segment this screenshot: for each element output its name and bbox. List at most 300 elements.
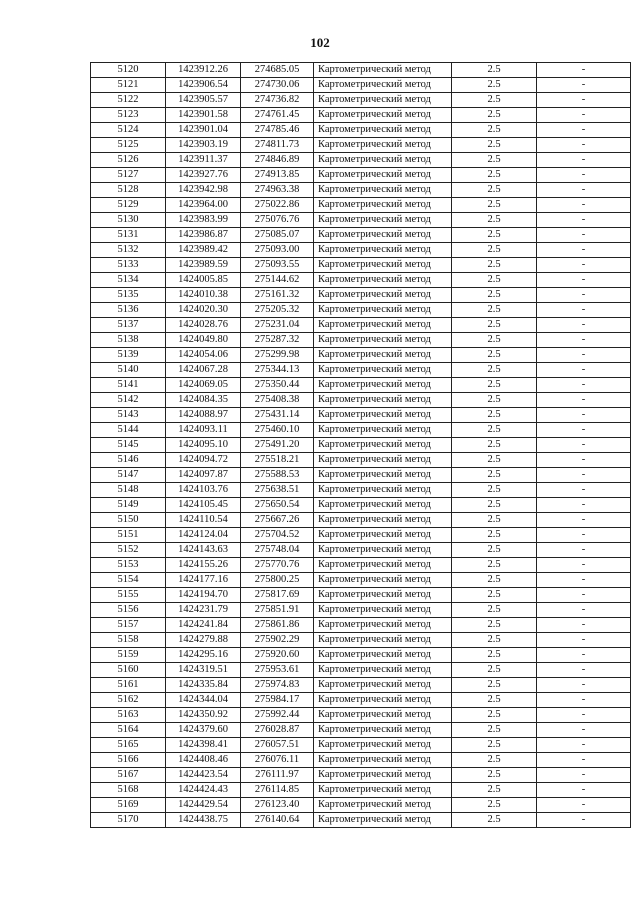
point-number-cell: 5121 — [91, 78, 166, 93]
table-row — [91, 393, 631, 408]
point-number-cell: 5125 — [91, 138, 166, 153]
description-cell: - — [537, 258, 631, 273]
x-coordinate-cell: 1424103.76 — [166, 483, 241, 498]
table-row — [91, 288, 631, 303]
y-coordinate-cell: 274963.38 — [241, 183, 314, 198]
point-number-cell: 5170 — [91, 813, 166, 828]
description-cell: - — [537, 498, 631, 513]
table-row — [91, 153, 631, 168]
page-number: 102 — [310, 35, 330, 50]
accuracy-cell: 2.5 — [452, 588, 537, 603]
x-coordinate-cell: 1424049.80 — [166, 333, 241, 348]
x-coordinate-cell: 1424408.46 — [166, 753, 241, 768]
method-cell: Картометрический метод — [314, 738, 452, 753]
y-coordinate-cell: 275704.52 — [241, 528, 314, 543]
x-coordinate-cell: 1424094.72 — [166, 453, 241, 468]
accuracy-cell: 2.5 — [452, 693, 537, 708]
point-number-cell: 5162 — [91, 693, 166, 708]
accuracy-cell: 2.5 — [452, 558, 537, 573]
description-cell: - — [537, 318, 631, 333]
point-number-cell: 5145 — [91, 438, 166, 453]
table-row — [91, 693, 631, 708]
accuracy-cell: 2.5 — [452, 138, 537, 153]
table-row — [91, 138, 631, 153]
table-row — [91, 93, 631, 108]
x-coordinate-cell: 1424319.51 — [166, 663, 241, 678]
point-number-cell: 5147 — [91, 468, 166, 483]
x-coordinate-cell: 1423964.00 — [166, 198, 241, 213]
table-row — [91, 513, 631, 528]
y-coordinate-cell: 275518.21 — [241, 453, 314, 468]
table-row — [91, 498, 631, 513]
method-cell: Картометрический метод — [314, 333, 452, 348]
point-number-cell: 5133 — [91, 258, 166, 273]
method-cell: Картометрический метод — [314, 588, 452, 603]
description-cell: - — [537, 633, 631, 648]
method-cell: Картометрический метод — [314, 273, 452, 288]
x-coordinate-cell: 1424124.04 — [166, 528, 241, 543]
method-cell: Картометрический метод — [314, 483, 452, 498]
point-number-cell: 5129 — [91, 198, 166, 213]
table-row — [91, 303, 631, 318]
point-number-cell: 5160 — [91, 663, 166, 678]
description-cell: - — [537, 468, 631, 483]
x-coordinate-cell: 1424010.38 — [166, 288, 241, 303]
point-number-cell: 5149 — [91, 498, 166, 513]
accuracy-cell: 2.5 — [452, 78, 537, 93]
description-cell: - — [537, 798, 631, 813]
method-cell: Картометрический метод — [314, 543, 452, 558]
point-number-cell: 5138 — [91, 333, 166, 348]
y-coordinate-cell: 276111.97 — [241, 768, 314, 783]
table-row — [91, 198, 631, 213]
method-cell: Картометрический метод — [314, 78, 452, 93]
x-coordinate-cell: 1423986.87 — [166, 228, 241, 243]
x-coordinate-cell: 1424438.75 — [166, 813, 241, 828]
y-coordinate-cell: 275992.44 — [241, 708, 314, 723]
method-cell: Картометрический метод — [314, 768, 452, 783]
x-coordinate-cell: 1423903.19 — [166, 138, 241, 153]
y-coordinate-cell: 276123.40 — [241, 798, 314, 813]
x-coordinate-cell: 1424093.11 — [166, 423, 241, 438]
point-number-cell: 5122 — [91, 93, 166, 108]
x-coordinate-cell: 1424344.04 — [166, 693, 241, 708]
y-coordinate-cell: 275408.38 — [241, 393, 314, 408]
table-row — [91, 603, 631, 618]
x-coordinate-cell: 1424097.87 — [166, 468, 241, 483]
point-number-cell: 5168 — [91, 783, 166, 798]
description-cell: - — [537, 423, 631, 438]
accuracy-cell: 2.5 — [452, 288, 537, 303]
table-row — [91, 783, 631, 798]
method-cell: Картометрический метод — [314, 363, 452, 378]
description-cell: - — [537, 198, 631, 213]
y-coordinate-cell: 274846.89 — [241, 153, 314, 168]
accuracy-cell: 2.5 — [452, 783, 537, 798]
x-coordinate-cell: 1424020.30 — [166, 303, 241, 318]
table-row — [91, 63, 631, 78]
point-number-cell: 5158 — [91, 633, 166, 648]
table-row — [91, 78, 631, 93]
accuracy-cell: 2.5 — [452, 798, 537, 813]
method-cell: Картометрический метод — [314, 783, 452, 798]
point-number-cell: 5120 — [91, 63, 166, 78]
point-number-cell: 5123 — [91, 108, 166, 123]
point-number-cell: 5154 — [91, 573, 166, 588]
y-coordinate-cell: 274736.82 — [241, 93, 314, 108]
method-cell: Картометрический метод — [314, 198, 452, 213]
y-coordinate-cell: 275638.51 — [241, 483, 314, 498]
point-number-cell: 5130 — [91, 213, 166, 228]
accuracy-cell: 2.5 — [452, 63, 537, 78]
method-cell: Картометрический метод — [314, 708, 452, 723]
accuracy-cell: 2.5 — [452, 153, 537, 168]
method-cell: Картометрический метод — [314, 408, 452, 423]
description-cell: - — [537, 363, 631, 378]
description-cell: - — [537, 543, 631, 558]
y-coordinate-cell: 276076.11 — [241, 753, 314, 768]
point-number-cell: 5141 — [91, 378, 166, 393]
x-coordinate-cell: 1424398.41 — [166, 738, 241, 753]
table-row — [91, 453, 631, 468]
y-coordinate-cell: 275350.44 — [241, 378, 314, 393]
method-cell: Картометрический метод — [314, 618, 452, 633]
coordinates-table-body — [91, 63, 631, 828]
description-cell: - — [537, 168, 631, 183]
description-cell: - — [537, 453, 631, 468]
point-number-cell: 5163 — [91, 708, 166, 723]
accuracy-cell: 2.5 — [452, 513, 537, 528]
y-coordinate-cell: 275953.61 — [241, 663, 314, 678]
description-cell: - — [537, 243, 631, 258]
x-coordinate-cell: 1424095.10 — [166, 438, 241, 453]
description-cell: - — [537, 303, 631, 318]
method-cell: Картометрический метод — [314, 348, 452, 363]
point-number-cell: 5136 — [91, 303, 166, 318]
point-number-cell: 5159 — [91, 648, 166, 663]
table-row — [91, 723, 631, 738]
y-coordinate-cell: 276140.64 — [241, 813, 314, 828]
y-coordinate-cell: 275231.04 — [241, 318, 314, 333]
description-cell: - — [537, 483, 631, 498]
y-coordinate-cell: 275022.86 — [241, 198, 314, 213]
point-number-cell: 5143 — [91, 408, 166, 423]
method-cell: Картометрический метод — [314, 63, 452, 78]
point-number-cell: 5126 — [91, 153, 166, 168]
table-row — [91, 258, 631, 273]
accuracy-cell: 2.5 — [452, 378, 537, 393]
y-coordinate-cell: 274730.06 — [241, 78, 314, 93]
accuracy-cell: 2.5 — [452, 438, 537, 453]
method-cell: Картометрический метод — [314, 663, 452, 678]
x-coordinate-cell: 1423911.37 — [166, 153, 241, 168]
x-coordinate-cell: 1424005.85 — [166, 273, 241, 288]
y-coordinate-cell: 275093.00 — [241, 243, 314, 258]
table-row — [91, 423, 631, 438]
x-coordinate-cell: 1424429.54 — [166, 798, 241, 813]
description-cell: - — [537, 603, 631, 618]
table-row — [91, 753, 631, 768]
x-coordinate-cell: 1423901.58 — [166, 108, 241, 123]
accuracy-cell: 2.5 — [452, 363, 537, 378]
point-number-cell: 5164 — [91, 723, 166, 738]
y-coordinate-cell: 275800.25 — [241, 573, 314, 588]
table-row — [91, 528, 631, 543]
method-cell: Картометрический метод — [314, 453, 452, 468]
y-coordinate-cell: 275851.91 — [241, 603, 314, 618]
x-coordinate-cell: 1424110.54 — [166, 513, 241, 528]
x-coordinate-cell: 1423906.54 — [166, 78, 241, 93]
y-coordinate-cell: 275161.32 — [241, 288, 314, 303]
coordinates-table — [90, 62, 631, 828]
accuracy-cell: 2.5 — [452, 243, 537, 258]
description-cell: - — [537, 558, 631, 573]
description-cell: - — [537, 408, 631, 423]
y-coordinate-cell: 274811.73 — [241, 138, 314, 153]
y-coordinate-cell: 276028.87 — [241, 723, 314, 738]
point-number-cell: 5131 — [91, 228, 166, 243]
accuracy-cell: 2.5 — [452, 753, 537, 768]
table-row — [91, 438, 631, 453]
y-coordinate-cell: 275491.20 — [241, 438, 314, 453]
y-coordinate-cell: 274785.46 — [241, 123, 314, 138]
y-coordinate-cell: 275902.29 — [241, 633, 314, 648]
x-coordinate-cell: 1424241.84 — [166, 618, 241, 633]
description-cell: - — [537, 348, 631, 363]
description-cell: - — [537, 228, 631, 243]
y-coordinate-cell: 275920.60 — [241, 648, 314, 663]
method-cell: Картометрический метод — [314, 318, 452, 333]
y-coordinate-cell: 274761.45 — [241, 108, 314, 123]
accuracy-cell: 2.5 — [452, 603, 537, 618]
method-cell: Картометрический метод — [314, 573, 452, 588]
description-cell: - — [537, 93, 631, 108]
method-cell: Картометрический метод — [314, 123, 452, 138]
y-coordinate-cell: 275817.69 — [241, 588, 314, 603]
point-number-cell: 5151 — [91, 528, 166, 543]
table-row — [91, 738, 631, 753]
description-cell: - — [537, 288, 631, 303]
accuracy-cell: 2.5 — [452, 468, 537, 483]
accuracy-cell: 2.5 — [452, 738, 537, 753]
accuracy-cell: 2.5 — [452, 543, 537, 558]
x-coordinate-cell: 1423927.76 — [166, 168, 241, 183]
point-number-cell: 5165 — [91, 738, 166, 753]
table-row — [91, 633, 631, 648]
point-number-cell: 5137 — [91, 318, 166, 333]
method-cell: Картометрический метод — [314, 93, 452, 108]
x-coordinate-cell: 1424105.45 — [166, 498, 241, 513]
x-coordinate-cell: 1423905.57 — [166, 93, 241, 108]
table-row — [91, 333, 631, 348]
accuracy-cell: 2.5 — [452, 408, 537, 423]
method-cell: Картометрический метод — [314, 513, 452, 528]
description-cell: - — [537, 768, 631, 783]
y-coordinate-cell: 275431.14 — [241, 408, 314, 423]
point-number-cell: 5156 — [91, 603, 166, 618]
method-cell: Картометрический метод — [314, 753, 452, 768]
x-coordinate-cell: 1424067.28 — [166, 363, 241, 378]
method-cell: Картометрический метод — [314, 108, 452, 123]
accuracy-cell: 2.5 — [452, 813, 537, 828]
table-row — [91, 348, 631, 363]
method-cell: Картометрический метод — [314, 678, 452, 693]
y-coordinate-cell: 275076.76 — [241, 213, 314, 228]
y-coordinate-cell: 275299.98 — [241, 348, 314, 363]
x-coordinate-cell: 1424424.43 — [166, 783, 241, 798]
x-coordinate-cell: 1424088.97 — [166, 408, 241, 423]
description-cell: - — [537, 573, 631, 588]
y-coordinate-cell: 275344.13 — [241, 363, 314, 378]
point-number-cell: 5139 — [91, 348, 166, 363]
x-coordinate-cell: 1424084.35 — [166, 393, 241, 408]
x-coordinate-cell: 1423989.59 — [166, 258, 241, 273]
description-cell: - — [537, 678, 631, 693]
x-coordinate-cell: 1423912.26 — [166, 63, 241, 78]
x-coordinate-cell: 1424194.70 — [166, 588, 241, 603]
method-cell: Картометрический метод — [314, 378, 452, 393]
description-cell: - — [537, 378, 631, 393]
table-row — [91, 768, 631, 783]
x-coordinate-cell: 1424335.84 — [166, 678, 241, 693]
method-cell: Картометрический метод — [314, 468, 452, 483]
accuracy-cell: 2.5 — [452, 318, 537, 333]
y-coordinate-cell: 275085.07 — [241, 228, 314, 243]
accuracy-cell: 2.5 — [452, 198, 537, 213]
accuracy-cell: 2.5 — [452, 723, 537, 738]
x-coordinate-cell: 1424295.16 — [166, 648, 241, 663]
x-coordinate-cell: 1424350.92 — [166, 708, 241, 723]
accuracy-cell: 2.5 — [452, 633, 537, 648]
description-cell: - — [537, 153, 631, 168]
accuracy-cell: 2.5 — [452, 678, 537, 693]
point-number-cell: 5135 — [91, 288, 166, 303]
table-row — [91, 558, 631, 573]
point-number-cell: 5150 — [91, 513, 166, 528]
accuracy-cell: 2.5 — [452, 528, 537, 543]
description-cell: - — [537, 108, 631, 123]
table-row — [91, 483, 631, 498]
point-number-cell: 5140 — [91, 363, 166, 378]
point-number-cell: 5169 — [91, 798, 166, 813]
point-number-cell: 5128 — [91, 183, 166, 198]
description-cell: - — [537, 513, 631, 528]
y-coordinate-cell: 275144.62 — [241, 273, 314, 288]
y-coordinate-cell: 275667.26 — [241, 513, 314, 528]
method-cell: Картометрический метод — [314, 693, 452, 708]
accuracy-cell: 2.5 — [452, 258, 537, 273]
accuracy-cell: 2.5 — [452, 393, 537, 408]
description-cell: - — [537, 213, 631, 228]
description-cell: - — [537, 63, 631, 78]
table-row — [91, 573, 631, 588]
method-cell: Картометрический метод — [314, 423, 452, 438]
description-cell: - — [537, 618, 631, 633]
x-coordinate-cell: 1424177.16 — [166, 573, 241, 588]
x-coordinate-cell: 1424069.05 — [166, 378, 241, 393]
x-coordinate-cell: 1423942.98 — [166, 183, 241, 198]
x-coordinate-cell: 1424231.79 — [166, 603, 241, 618]
x-coordinate-cell: 1424143.63 — [166, 543, 241, 558]
y-coordinate-cell: 275748.04 — [241, 543, 314, 558]
method-cell: Картометрический метод — [314, 288, 452, 303]
y-coordinate-cell: 275093.55 — [241, 258, 314, 273]
x-coordinate-cell: 1424155.26 — [166, 558, 241, 573]
table-row — [91, 408, 631, 423]
method-cell: Картометрический метод — [314, 648, 452, 663]
description-cell: - — [537, 393, 631, 408]
table-row — [91, 318, 631, 333]
table-row — [91, 588, 631, 603]
description-cell: - — [537, 738, 631, 753]
method-cell: Картометрический метод — [314, 228, 452, 243]
method-cell: Картометрический метод — [314, 528, 452, 543]
point-number-cell: 5132 — [91, 243, 166, 258]
description-cell: - — [537, 78, 631, 93]
accuracy-cell: 2.5 — [452, 618, 537, 633]
table-row — [91, 543, 631, 558]
description-cell: - — [537, 693, 631, 708]
table-row — [91, 123, 631, 138]
method-cell: Картометрический метод — [314, 813, 452, 828]
method-cell: Картометрический метод — [314, 243, 452, 258]
point-number-cell: 5148 — [91, 483, 166, 498]
accuracy-cell: 2.5 — [452, 453, 537, 468]
x-coordinate-cell: 1423983.99 — [166, 213, 241, 228]
description-cell: - — [537, 813, 631, 828]
y-coordinate-cell: 275974.83 — [241, 678, 314, 693]
table-row — [91, 468, 631, 483]
table-row — [91, 168, 631, 183]
point-number-cell: 5134 — [91, 273, 166, 288]
accuracy-cell: 2.5 — [452, 708, 537, 723]
y-coordinate-cell: 275588.53 — [241, 468, 314, 483]
method-cell: Картометрический метод — [314, 498, 452, 513]
x-coordinate-cell: 1424423.54 — [166, 768, 241, 783]
method-cell: Картометрический метод — [314, 303, 452, 318]
table-row — [91, 243, 631, 258]
x-coordinate-cell: 1424379.60 — [166, 723, 241, 738]
accuracy-cell: 2.5 — [452, 228, 537, 243]
method-cell: Картометрический метод — [314, 558, 452, 573]
point-number-cell: 5153 — [91, 558, 166, 573]
y-coordinate-cell: 276114.85 — [241, 783, 314, 798]
accuracy-cell: 2.5 — [452, 483, 537, 498]
table-row — [91, 648, 631, 663]
description-cell: - — [537, 753, 631, 768]
accuracy-cell: 2.5 — [452, 168, 537, 183]
description-cell: - — [537, 648, 631, 663]
description-cell: - — [537, 138, 631, 153]
accuracy-cell: 2.5 — [452, 93, 537, 108]
method-cell: Картометрический метод — [314, 723, 452, 738]
y-coordinate-cell: 275287.32 — [241, 333, 314, 348]
table-row — [91, 228, 631, 243]
description-cell: - — [537, 438, 631, 453]
point-number-cell: 5157 — [91, 618, 166, 633]
accuracy-cell: 2.5 — [452, 498, 537, 513]
method-cell: Картометрический метод — [314, 213, 452, 228]
x-coordinate-cell: 1423989.42 — [166, 243, 241, 258]
point-number-cell: 5127 — [91, 168, 166, 183]
method-cell: Картометрический метод — [314, 603, 452, 618]
y-coordinate-cell: 276057.51 — [241, 738, 314, 753]
x-coordinate-cell: 1424054.06 — [166, 348, 241, 363]
method-cell: Картометрический метод — [314, 183, 452, 198]
y-coordinate-cell: 275861.86 — [241, 618, 314, 633]
description-cell: - — [537, 588, 631, 603]
description-cell: - — [537, 183, 631, 198]
